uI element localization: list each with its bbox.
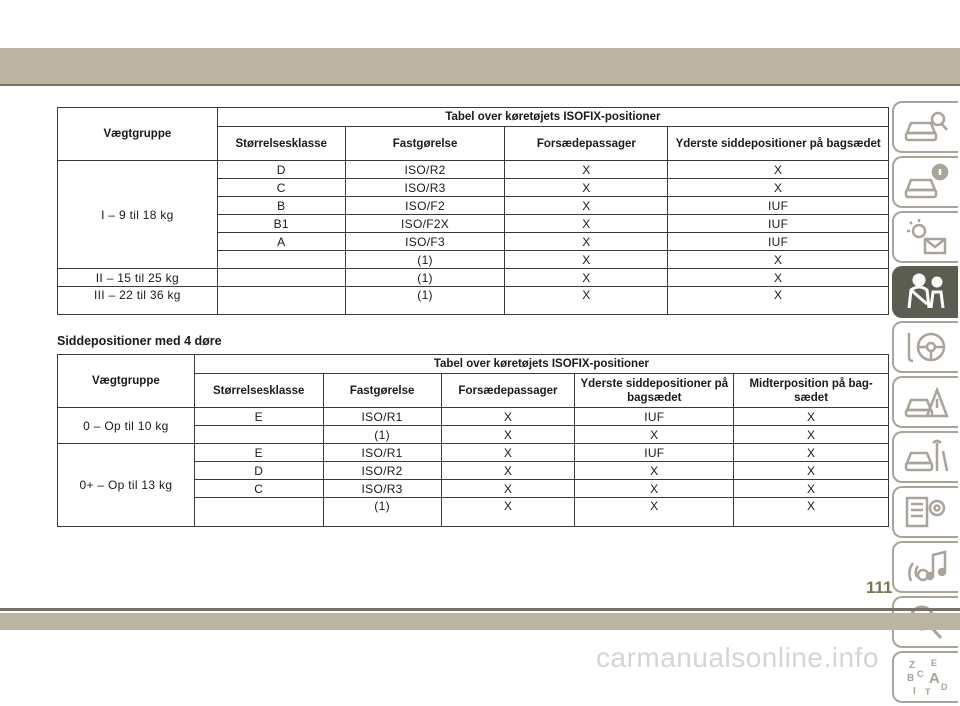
table-cell: C <box>217 179 345 197</box>
index-letter: B <box>907 673 915 684</box>
table-cell: X <box>441 462 575 480</box>
table-cell: X <box>668 179 889 197</box>
table-cell <box>217 287 345 315</box>
table-cell: X <box>505 161 668 179</box>
header-rule <box>0 84 960 86</box>
column-header: Fastgørelse <box>345 127 505 161</box>
car-service-icon <box>903 437 949 477</box>
page-number: 111 <box>866 578 893 597</box>
weight-group-header: Vægtgruppe <box>58 108 218 161</box>
table-cell: X <box>505 197 668 215</box>
table-cell: IUF <box>668 197 889 215</box>
table-cell: (1) <box>323 498 441 527</box>
table-cell: X <box>734 480 889 498</box>
table-cell: X <box>505 269 668 287</box>
car-info-icon <box>903 162 949 202</box>
table-cell: ISO/R3 <box>345 179 505 197</box>
weight-group-label: II – 15 til 25 kg <box>58 269 218 287</box>
index-letter: E <box>931 658 938 668</box>
column-header: Forsædepassager <box>441 374 575 408</box>
index-letter: I <box>913 686 916 697</box>
table-row <box>58 287 889 315</box>
table-cell: A <box>217 233 345 251</box>
table-cell: B1 <box>217 215 345 233</box>
table-cell: X <box>668 269 889 287</box>
tab-index[interactable] <box>892 651 958 703</box>
table-cell: (1) <box>345 251 505 269</box>
table-cell: X <box>505 233 668 251</box>
weight-group-header: Vægtgruppe <box>58 355 195 408</box>
table-cell: E <box>194 408 323 426</box>
table-cell: ISO/F3 <box>345 233 505 251</box>
seatbelt-safety-icon <box>903 272 949 312</box>
table-cell: D <box>194 462 323 480</box>
column-header: Fastgørelse <box>323 374 441 408</box>
weight-group-label: I – 9 til 18 kg <box>58 161 218 269</box>
weight-group-label: 0+ – Op til 13 kg <box>58 444 195 527</box>
table-row <box>58 408 889 426</box>
tab-car-search[interactable] <box>892 101 958 153</box>
tab-steering[interactable] <box>892 321 958 373</box>
column-header: Størrelsesklasse <box>217 127 345 161</box>
table-cell: X <box>441 480 575 498</box>
weight-group-label: 0 – Op til 10 kg <box>58 408 195 444</box>
table-cell: X <box>734 498 889 527</box>
table-cell: X <box>505 251 668 269</box>
table-cell: ISO/F2X <box>345 215 505 233</box>
table-cell: ISO/R2 <box>323 462 441 480</box>
table-cell: X <box>668 161 889 179</box>
section-title: Siddepositioner med 4 døre <box>57 334 222 348</box>
table-cell: X <box>441 426 575 444</box>
table-cell: ISO/R1 <box>323 408 441 426</box>
footer-rule <box>0 608 960 611</box>
table-cell: (1) <box>345 269 505 287</box>
isofix-table-1 <box>57 107 889 315</box>
table-cell: C <box>194 480 323 498</box>
table-cell: X <box>734 408 889 426</box>
table-cell: (1) <box>345 287 505 315</box>
tab-warning-lights[interactable] <box>892 211 958 263</box>
table-title: Tabel over køretøjets ISOFIX-positioner <box>194 355 888 374</box>
column-header: Størrelsesklasse <box>194 374 323 408</box>
table-cell: ISO/R2 <box>345 161 505 179</box>
index-letter: C <box>917 669 924 679</box>
table-cell: IUF <box>668 233 889 251</box>
table-cell <box>217 251 345 269</box>
table-cell: E <box>194 444 323 462</box>
table-cell: D <box>217 161 345 179</box>
table-cell <box>217 269 345 287</box>
index-letter: Z <box>909 660 916 671</box>
column-header: Yderste siddepositioner på bagsædet <box>575 374 734 408</box>
table-cell: X <box>734 444 889 462</box>
table-cell: X <box>668 287 889 315</box>
isofix-table-2 <box>57 354 889 527</box>
footer-band <box>0 613 960 630</box>
table-cell: B <box>217 197 345 215</box>
table-cell: X <box>575 498 734 527</box>
table-cell: IUF <box>668 215 889 233</box>
tab-car-service[interactable] <box>892 431 958 483</box>
table-cell: X <box>575 462 734 480</box>
table-cell: ISO/F2 <box>345 197 505 215</box>
column-header: Yderste siddepositioner på bagsædet <box>668 127 889 161</box>
table-cell: X <box>505 179 668 197</box>
table-cell: X <box>505 287 668 315</box>
index-letters-icon <box>903 657 949 697</box>
table-cell: X <box>441 498 575 527</box>
header-band <box>0 48 960 84</box>
index-letter: D <box>941 682 948 692</box>
table-row <box>58 444 889 462</box>
tab-breakdown[interactable] <box>892 376 958 428</box>
tab-car-info[interactable] <box>892 156 958 208</box>
tab-seatbelt-safety[interactable] <box>892 266 958 318</box>
table-cell: X <box>505 215 668 233</box>
column-header: Forsædepassager <box>505 127 668 161</box>
table-row <box>58 269 889 287</box>
table-title: Tabel over køretøjets ISOFIX-positioner <box>217 108 888 127</box>
table-row <box>58 161 889 179</box>
watermark: carmanualsonline.info <box>596 642 879 673</box>
car-search-icon <box>903 107 949 147</box>
table-cell <box>194 426 323 444</box>
table-cell: X <box>441 444 575 462</box>
table-cell: X <box>668 251 889 269</box>
spec-gear-icon <box>903 492 949 532</box>
index-letter: A <box>929 670 940 687</box>
breakdown-warning-icon <box>903 382 949 422</box>
table-cell: IUF <box>575 444 734 462</box>
index-letter: T <box>925 687 931 697</box>
tab-multimedia[interactable] <box>892 541 958 593</box>
table-cell: IUF <box>575 408 734 426</box>
table-cell: ISO/R1 <box>323 444 441 462</box>
weight-group-label: III – 22 til 36 kg <box>58 287 218 315</box>
steering-wheel-icon <box>903 327 949 367</box>
table-cell: X <box>734 426 889 444</box>
multimedia-icon <box>903 547 949 587</box>
table-cell: ISO/R3 <box>323 480 441 498</box>
column-header: Midterposition på bag-sædet <box>734 374 889 408</box>
table-cell: X <box>734 462 889 480</box>
table-cell: X <box>575 426 734 444</box>
tab-spec[interactable] <box>892 486 958 538</box>
table-cell: X <box>441 408 575 426</box>
table-cell: (1) <box>323 426 441 444</box>
table-cell <box>194 498 323 527</box>
table-cell: X <box>575 480 734 498</box>
warning-lights-icon <box>903 217 949 257</box>
